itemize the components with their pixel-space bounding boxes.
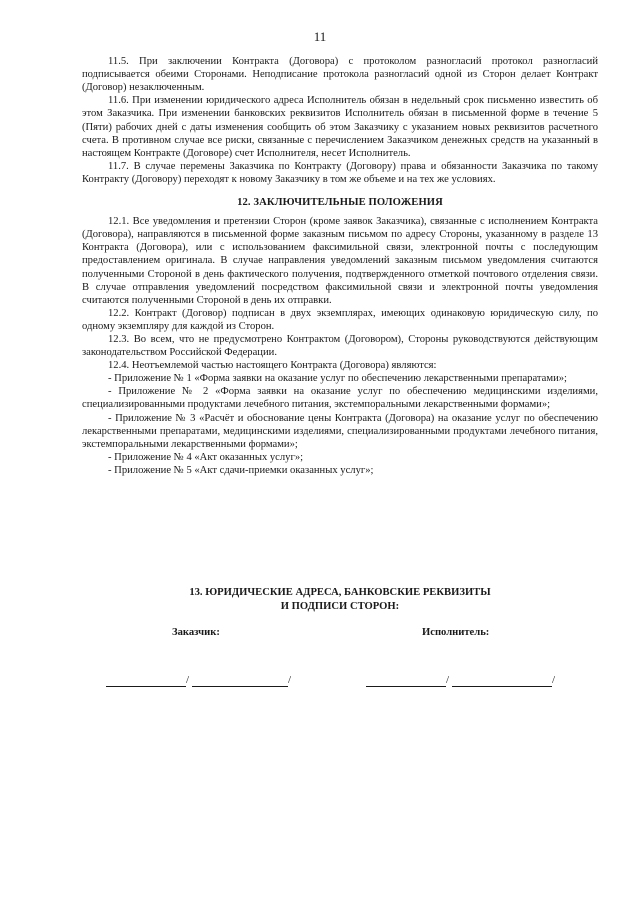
appendix-4: - Приложение № 4 «Акт оказанных услуг»; <box>108 451 304 463</box>
signature-block <box>82 586 598 686</box>
clause-12-4: 12.4. Неотъемлемой частью настоящего Контракта (Договора) являются: <box>108 360 437 372</box>
section-13-heading <box>82 586 598 613</box>
contractor-slash-2: / <box>552 674 556 686</box>
appendix-5: - Приложение № 5 «Акт сдачи-приемки оказанных услуг»; <box>108 464 374 476</box>
clause-11-6: 11.6. При изменении юридического адреса Исполнитель обязан в недельный срок письменно известить об этом Заказчика. При изменении банковских реквизитов Исполнитель обязан в письменной форме в течение 5 (Пяти) рабочих дней с даты изменения сообщить об этом Заказчику с указанием новых реквизитов расчетного счета. В противном случае все риски, связанные с перечислением Заказчиком денежных средств на указанный в настоящем Контракте (Договоре) счет Исполнителя, несет Исполнитель. <box>82 95 598 159</box>
section-12-heading: 12. ЗАКЛЮЧИТЕЛЬНЫЕ ПОЛОЖЕНИЯ <box>237 197 443 209</box>
clause-12-1: 12.1. Все уведомления и претензии Сторон (кроме заявок Заказчика), связанные с исполнением Контракта (Договора), направляются в письменной форме заказным письмом по адресу Стороны, указанному в разделе 13 Контракта (Договора), или с использованием факсимильной связи, электронной почты с последующим предоставлением оригинала. В случае направления уведомлений заказным письмом уведомления считаются полученными Стороной в день фактического получения, подтвержденного отметкой почтового отделения связи. В случае отправления уведомлений посредством факсимильной связи и электронной почты уведомления считаются полученными Стороной в день их отправки. <box>82 216 598 306</box>
contractor-signature-line <box>366 674 446 687</box>
appendix-3: - Приложение № 3 «Расчёт и обоснование цены Контракта (Договора) на оказание услуг по обеспечению лекарственными препаратами, медицинскими изделиями, специализированными продуктами лечебного питания, экстемпоральными лекарственными формами»; <box>82 412 598 450</box>
clause-12-3: 12.3. Во всем, что не предусмотрено Контрактом (Договором), Стороны руководствуются действующим законодательством Российской Федерации. <box>82 333 598 359</box>
section-13-heading-line2: И ПОДПИСИ СТОРОН: <box>280 600 400 612</box>
contractor-name-line <box>452 674 552 687</box>
customer-name-line <box>192 674 288 687</box>
appendix-1: - Приложение № 1 «Форма заявки на оказание услуг по обеспечению лекарственными препаратами»; <box>108 373 567 385</box>
section-13-heading-line1: 13. ЮРИДИЧЕСКИЕ АДРЕСА, БАНКОВСКИЕ РЕКВИЗИТЫ <box>189 587 491 598</box>
clause-11-7: 11.7. В случае перемены Заказчика по Контракту (Договору) права и обязанности Заказчика по такому Контракту (Договору) переходят к новому Заказчику в том же объеме и на тех же условиях. <box>82 160 598 185</box>
customer-label: Заказчик: <box>172 627 220 638</box>
clause-12-2: 12.2. Контракт (Договор) подписан в двух экземплярах, имеющих одинаковую юридическую силу, по одному экземпляру для каждой из Сторон. <box>82 307 598 332</box>
customer-slash-2: / <box>288 674 292 686</box>
customer-slash-1: / <box>186 674 190 686</box>
clause-11-5: 11.5. При заключении Контракта (Договора) с протоколом разногласий протокол разногласий подписывается обеими Сторонами. Неподписание протокола разногласий одной из Сторон делает Контракт (Договор) незаключенным. <box>82 56 598 94</box>
customer-signature-line <box>106 674 186 687</box>
appendix-2: - Приложение № 2 «Форма заявки на оказание услуг по обеспечению медицинскими изделиями, специализированными продуктами лечебного питания, экстемпоральными лекарственными формами»; <box>82 386 598 411</box>
contractor-slash-1: / <box>446 674 450 686</box>
contractor-label: Исполнитель: <box>422 627 490 638</box>
page-number: 11 <box>313 29 327 44</box>
